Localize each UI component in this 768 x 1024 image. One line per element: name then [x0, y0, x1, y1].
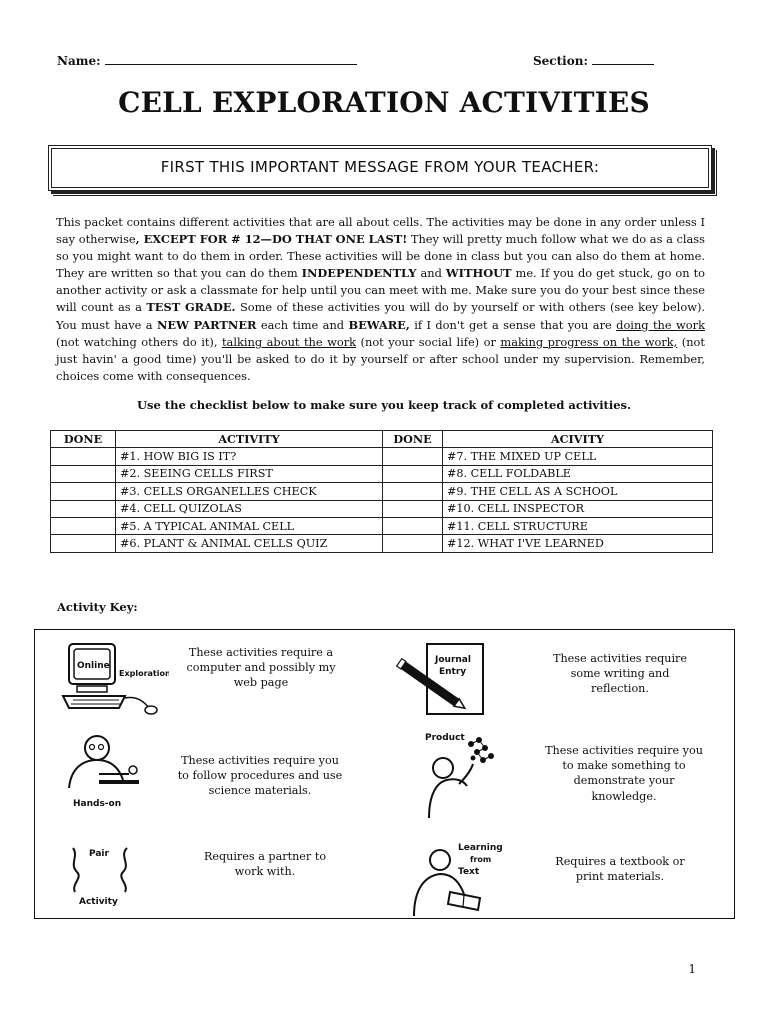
section-blank-line	[592, 64, 654, 65]
done-checkbox-cell[interactable]	[383, 465, 443, 482]
intro-underline: talking about the work	[221, 334, 357, 349]
activity-cell: #9. THE CELL AS A SCHOOL	[443, 483, 713, 500]
intro-emphasis: WITHOUT	[445, 266, 512, 281]
computer-icon	[59, 638, 169, 718]
activity-key-label: Activity Key:	[57, 600, 138, 614]
activity-cell: #8. CELL FOLDABLE	[443, 465, 713, 482]
table-row	[51, 465, 713, 482]
table-row	[51, 517, 713, 534]
done-checkbox-cell[interactable]	[51, 465, 116, 482]
handson-description: These activities require you to follow procedures and use science materials.	[177, 754, 343, 798]
name-blank-line	[105, 64, 357, 65]
section-label: Section:	[533, 54, 588, 68]
table-row	[51, 483, 713, 500]
intro-emphasis: INDEPENDENTLY	[301, 266, 417, 281]
intro-text: (not your social life) or	[356, 334, 501, 349]
activity-checklist-table	[50, 430, 713, 553]
activity-cell: #2. SEEING CELLS FIRST	[116, 465, 383, 482]
intro-text: if I don't get a sense that you are	[409, 317, 617, 332]
intro-text: (not just havin' a good time) you'll be asked to do it by yourself or after school under my supervision. Remember, choices come with consequences.	[56, 334, 705, 383]
table-row	[51, 500, 713, 517]
journal-pencil-icon	[395, 640, 495, 720]
activity-cell: #7. THE MIXED UP CELL	[443, 448, 713, 465]
intro-text: me. If you do get stuck, go on to another activity or ask a classmate for help until you can meet with me. Make sure you do your best since these will count as a	[56, 266, 706, 315]
icon-label: Product	[425, 733, 465, 743]
done-checkbox-cell[interactable]	[383, 483, 443, 500]
section-field	[533, 54, 654, 68]
product-icon	[415, 728, 525, 820]
activity-cell: #5. A TYPICAL ANIMAL CELL	[116, 517, 383, 534]
journal-description: These activities require some writing and reflection.	[553, 652, 687, 696]
done-checkbox-cell[interactable]	[383, 535, 443, 552]
intro-emphasis: NEW PARTNER	[156, 317, 257, 332]
done-header: DONE	[51, 431, 116, 448]
activity-header: ACIVITY	[443, 431, 713, 448]
icon-label: Learning	[458, 843, 503, 853]
intro-emphasis: , EXCEPT FOR # 12—DO THAT ONE LAST!	[135, 232, 408, 247]
icon-label: from	[470, 855, 492, 864]
icon-label: Journal	[435, 655, 471, 665]
activity-cell: #12. WHAT I'VE LEARNED	[443, 535, 713, 552]
checklist-instruction: Use the checklist below to make sure you keep track of completed activities.	[136, 398, 632, 412]
pair-activity-icon	[65, 842, 145, 912]
intro-text: and	[416, 266, 446, 281]
icon-label: Text	[458, 867, 480, 877]
table-row	[51, 448, 713, 465]
done-checkbox-cell[interactable]	[51, 500, 116, 517]
done-checkbox-cell[interactable]	[51, 517, 116, 534]
page-title: CELL EXPLORATION ACTIVITIES	[118, 86, 650, 119]
product-description: These activities require you to make something to demonstrate your knowledge.	[545, 744, 703, 803]
teacher-message-heading: FIRST THIS IMPORTANT MESSAGE FROM YOUR TEACHER:	[160, 158, 600, 176]
intro-paragraph	[56, 214, 705, 385]
done-checkbox-cell[interactable]	[51, 483, 116, 500]
icon-label: Activity	[79, 897, 118, 907]
done-header: DONE	[383, 431, 443, 448]
intro-underline: making progress on the work,	[500, 334, 678, 349]
name-label: Name:	[57, 54, 101, 68]
icon-label: Online	[77, 661, 110, 671]
activity-cell: #4. CELL QUIZOLAS	[116, 500, 383, 517]
intro-text: (not watching others do it),	[56, 334, 222, 349]
intro-emphasis: TEST GRADE.	[146, 300, 236, 315]
done-checkbox-cell[interactable]	[383, 500, 443, 517]
table-row	[51, 535, 713, 552]
pair-description: Requires a partner to work with.	[203, 850, 327, 879]
activity-key-box	[34, 629, 735, 919]
done-checkbox-cell[interactable]	[51, 448, 116, 465]
intro-text: Some of these activities you will do by yourself or with others (see key below). You must have a	[56, 300, 706, 332]
activity-header: ACTIVITY	[116, 431, 383, 448]
icon-label: Hands-on	[73, 799, 122, 809]
intro-text: This packet contains different activities that are all about cells. The activities may be done in any order unless I say otherwise	[56, 215, 705, 247]
online-description: These activities require a computer and possibly my web page	[186, 646, 336, 690]
icon-label: Entry	[439, 667, 467, 677]
intro-emphasis: BEWARE,	[348, 317, 410, 332]
teacher-message-box	[48, 145, 712, 191]
activity-cell: #6. PLANT & ANIMAL CELLS QUIZ	[116, 535, 383, 552]
table-header-row	[51, 431, 713, 448]
intro-text: They will pretty much follow what we do as a class so you might want to do them in order. These activities will be done in class but you can also do them at home. They are written so that you can do them	[56, 232, 706, 281]
activity-cell: #1. HOW BIG IS IT?	[116, 448, 383, 465]
intro-underline: doing the work	[616, 317, 705, 332]
activity-cell: #11. CELL STRUCTURE	[443, 517, 713, 534]
activity-cell: #3. CELLS ORGANELLES CHECK	[116, 483, 383, 500]
done-checkbox-cell[interactable]	[383, 517, 443, 534]
icon-label: Exploration	[119, 669, 169, 678]
done-checkbox-cell[interactable]	[51, 535, 116, 552]
hands-on-scientist-icon	[59, 730, 159, 812]
page-number: 1	[688, 962, 696, 976]
icon-label: Pair	[89, 849, 109, 859]
text-description: Requires a textbook or print materials.	[555, 855, 685, 884]
intro-text: each time and	[256, 317, 349, 332]
name-field	[57, 54, 357, 68]
reading-book-icon	[400, 838, 520, 918]
done-checkbox-cell[interactable]	[383, 448, 443, 465]
activity-cell: #10. CELL INSPECTOR	[443, 500, 713, 517]
